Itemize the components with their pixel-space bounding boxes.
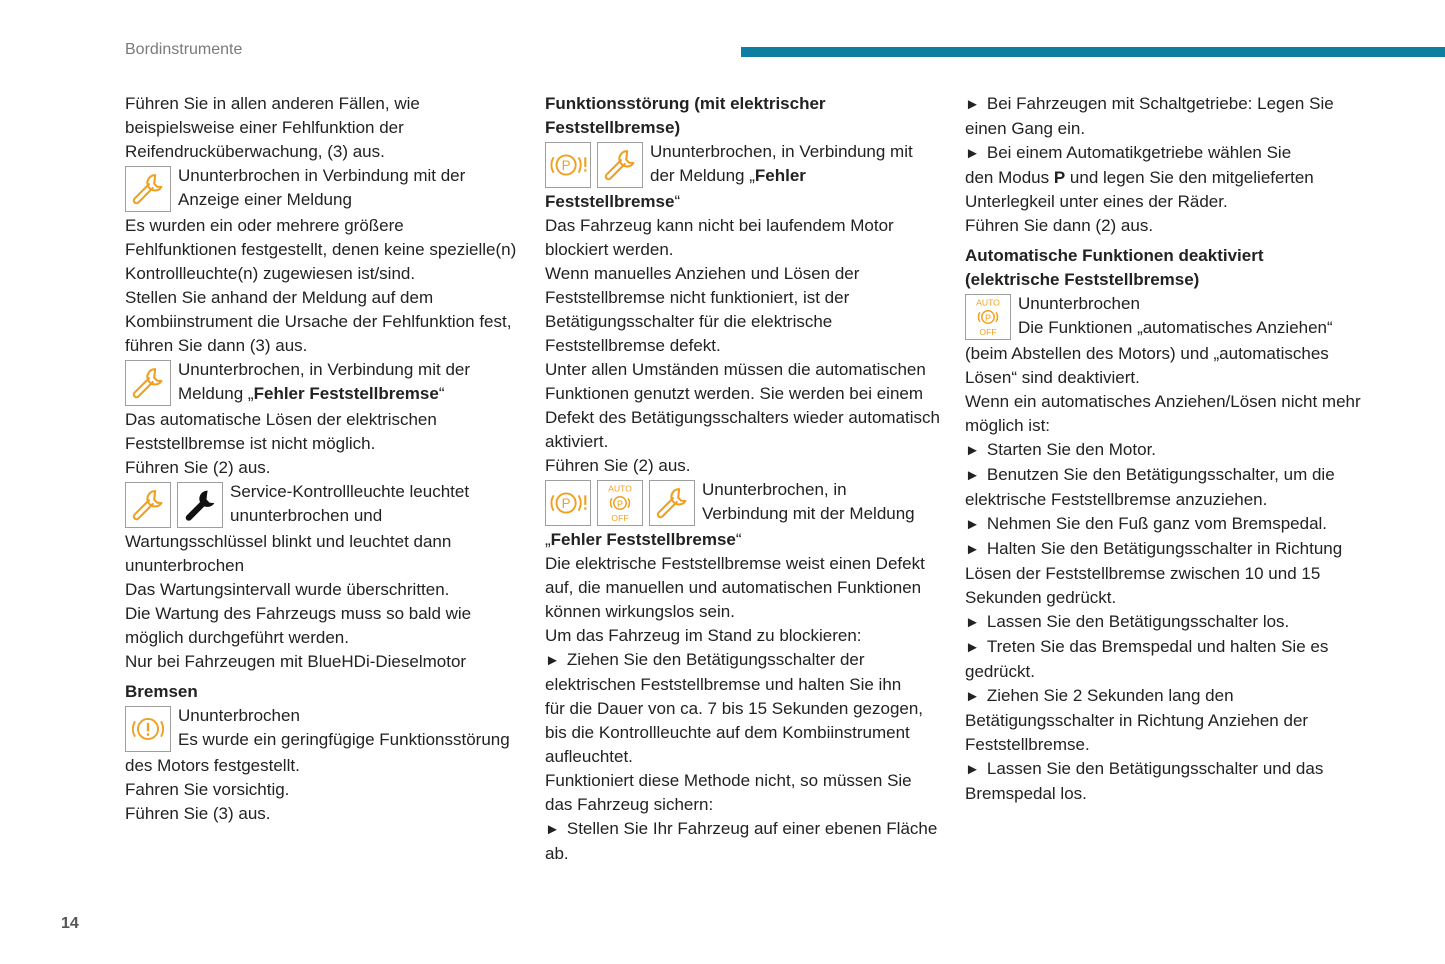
service-wrench-icon	[177, 482, 223, 528]
wrench-icon	[125, 360, 171, 406]
bullet-item: ► Ziehen Sie den Betätigungsschalter der elektrischen Feststellbremse und halten Sie ihn für die Dauer von ca. 7 bis 15 Sekunden gezogen, bis die Kontrollleuchte auf dem Kombiinstrument aufleuchtet.	[545, 650, 924, 766]
warning-item-auto-off	[965, 292, 1365, 340]
page-header-title: Bordinstrumente	[125, 41, 243, 58]
warning-item-wrench-brake	[125, 358, 517, 406]
paragraph: Funktioniert diese Methode nicht, so müssen Sie das Fahrzeug sichern:	[545, 771, 912, 814]
header-accent-bar	[741, 47, 1445, 57]
paragraph: Es wurden ein oder mehrere größere Fehlfunktionen festgestellt, denen keine spezielle(n) Kontrollleuchte(n) zugewiesen ist/sind. Stellen Sie anhand der Meldung auf dem Kombiinstrument die Ursache der Fehlfunktion fest, führen Sie dann (3) aus.	[125, 216, 517, 355]
section-heading-bremsen: Bremsen	[125, 682, 198, 701]
bullet-item: ► Halten Sie den Betätigungsschalter in Richtung Lösen der Feststellbremse zwischen 10 und 15 Sekunden gedrückt.	[965, 539, 1343, 607]
auto-off-icon	[597, 480, 643, 526]
warning-text: Ununterbrochen, in Verbindung mit der Meldung „Fehler Feststellbremse“	[178, 360, 471, 403]
paragraph: (beim Abstellen des Motors) und „automatisches Lösen“ sind deaktiviert. Wenn ein automatisches Anziehen/Lösen nicht mehr möglich ist:	[965, 344, 1361, 435]
warning-text: Ununterbrochen in Verbindung mit der Anzeige einer Meldung	[178, 166, 466, 209]
bullet-item: ► Stellen Sie Ihr Fahrzeug auf einer ebenen Fläche ab.	[545, 819, 938, 863]
warning-item-service	[125, 480, 517, 528]
wrench-icon	[125, 166, 171, 212]
brake-warning-icon	[125, 706, 171, 752]
section-heading-automatische-funktionen: Automatische Funktionen deaktiviert (elektrische Feststellbremse)	[965, 246, 1264, 289]
paragraph: „Fehler Feststellbremse“ Die elektrische Feststellbremse weist einen Defekt auf, die manuellen und automatischen Funktionen können wirkungslos sein. Um das Fahrzeug im Stand zu blockieren:	[545, 530, 925, 645]
warning-text: Service-Kontrollleuchte leuchtet ununterbrochen und	[230, 482, 470, 525]
parking-brake-warning-icon	[545, 142, 591, 188]
warning-text: Ununterbrochen Es wurde ein geringfügige Funktionsstörung	[178, 706, 510, 749]
paragraph: Führen Sie dann (2) aus.	[965, 216, 1154, 235]
warning-text: Ununterbrochen Die Funktionen „automatisches Anziehen“	[1018, 294, 1333, 337]
parking-brake-warning-icon	[545, 480, 591, 526]
paragraph: Das automatische Lösen der elektrischen Feststellbremse ist nicht möglich. Führen Sie (2) aus.	[125, 410, 437, 477]
bullet-item: ► Bei einem Automatikgetriebe wählen Sie den Modus P und legen Sie den mitgelieferten Unterlegkeil unter eines der Räder.	[965, 143, 1314, 211]
warning-item-park-auto-wrench	[545, 478, 943, 526]
bullet-item: ► Ziehen Sie 2 Sekunden lang den Betätigungsschalter in Richtung Anziehen der Feststellbremse.	[965, 686, 1309, 754]
bullet-item: ► Nehmen Sie den Fuß ganz vom Bremspedal.	[965, 514, 1328, 533]
page-number: 14	[61, 915, 79, 932]
bullet-item: ► Bei Fahrzeugen mit Schaltgetriebe: Legen Sie einen Gang ein.	[965, 94, 1334, 138]
bullet-item: ► Lassen Sie den Betätigungsschalter und das Bremspedal los.	[965, 759, 1324, 803]
warning-text: Ununterbrochen, in Verbindung mit der Meldung „Fehler	[650, 142, 913, 185]
bullet-item: ► Starten Sie den Motor.	[965, 440, 1157, 459]
paragraph: Wartungsschlüssel blinkt und leuchtet dann ununterbrochen Das Wartungsintervall wurde überschritten. Die Wartung des Fahrzeugs muss so bald wie möglich durchgeführt werden. Nur bei Fahrzeugen mit BlueHDi-Dieselmotor	[125, 532, 472, 671]
wrench-icon	[125, 482, 171, 528]
column-2	[545, 92, 943, 866]
section-heading-funktionsstoerung: Funktionsstörung (mit elektrischer Feststellbremse)	[545, 94, 826, 137]
paragraph: Führen Sie in allen anderen Fällen, wie beispielsweise einer Fehlfunktion der Reifendrucküberwachung, (3) aus.	[125, 94, 420, 161]
wrench-icon	[597, 142, 643, 188]
warning-item-wrench	[125, 164, 517, 212]
bullet-item: ► Benutzen Sie den Betätigungsschalter, um die elektrische Feststellbremse anzuziehen.	[965, 465, 1335, 509]
paragraph: des Motors festgestellt. Fahren Sie vorsichtig. Führen Sie (3) aus.	[125, 756, 300, 823]
paragraph: Feststellbremse“ Das Fahrzeug kann nicht bei laufendem Motor blockiert werden. Wenn manuelles Anziehen und Lösen der Feststellbremse nicht funktioniert, ist der Betätigungsschalter für die elektrische Feststellbremse defekt. Unter allen Umständen müssen die automatischen Funktionen genutzt werden. Sie werden bei einem Defekt des Betätigungsschalters wieder automatisch aktiviert. Führen Sie (2) aus.	[545, 192, 940, 475]
auto-off-icon	[965, 294, 1011, 340]
wrench-icon	[649, 480, 695, 526]
bullet-item: ► Treten Sie das Bremspedal und halten Sie es gedrückt.	[965, 637, 1329, 681]
column-3	[965, 92, 1365, 806]
warning-text: Ununterbrochen, in Verbindung mit der Meldung	[702, 480, 915, 523]
bullet-item: ► Lassen Sie den Betätigungsschalter los.	[965, 612, 1290, 631]
warning-item-brake	[125, 704, 517, 752]
column-1	[125, 92, 517, 826]
warning-item-park-wrench	[545, 140, 943, 188]
